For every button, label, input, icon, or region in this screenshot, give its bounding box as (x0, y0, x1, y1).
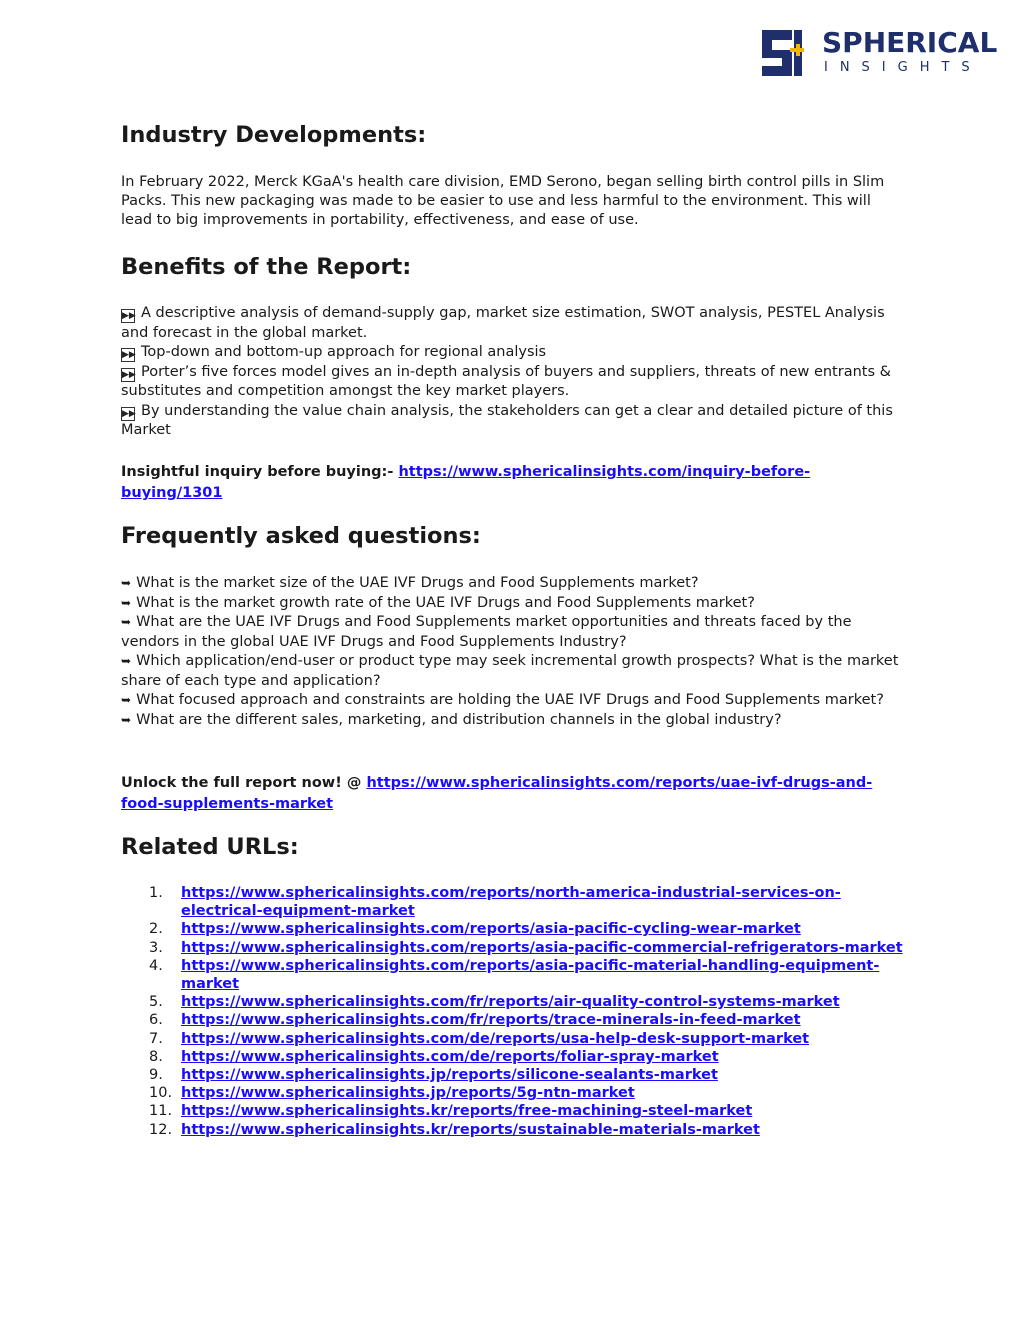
related-link[interactable]: https://www.sphericalinsights.com/fr/reports/air-quality-control-systems-market (181, 994, 840, 1011)
industry-text: In February 2022, Merck KGaA's health care division, EMD Serono, began selling birth control pills in Slim Packs. This new packaging was made to be easier to use and less harmful to the environment. This will lead to big improvements in portability, effectiveness, and ease of use. (121, 174, 885, 228)
related-heading: Related URLs: (121, 834, 299, 860)
benefit-item: ▶▶ Top-down and bottom-up approach for regional analysis (122, 344, 547, 360)
related-link[interactable]: https://www.sphericalinsights.com/de/reports/foliar-spray-market (181, 1048, 719, 1065)
unlock-link[interactable]: https://www.sphericalinsights.com/reports/uae-ivf-drugs-and-food-supplements-market (121, 775, 873, 812)
related-item: 4. https://www.sphericalinsights.com/reports/asia-pacific-material-handling-equipment-market (149, 957, 880, 993)
arrow-icon: ➥ (121, 595, 132, 610)
related-item: 10. https://www.sphericalinsights.jp/reports/5g-ntn-market (149, 1085, 635, 1102)
related-link[interactable]: https://www.sphericalinsights.com/fr/reports/trace-minerals-in-feed-market (181, 1012, 801, 1029)
related-item: 8. https://www.sphericalinsights.com/de/reports/foliar-spray-market (149, 1048, 719, 1065)
fast-forward-icon: ▶▶ (122, 350, 136, 360)
benefits-heading: Benefits of the Report: (121, 254, 412, 280)
fast-forward-icon: ▶▶ (122, 311, 136, 321)
faq-item: ➥ What are the different sales, marketing, and distribution channels in the global industry? (121, 711, 782, 728)
spherical-logo-icon (762, 30, 812, 76)
arrow-icon: ➥ (121, 654, 132, 668)
related-item: 11. https://www.sphericalinsights.kr/reports/free-machining-steel-market (149, 1103, 753, 1120)
benefit-item: ▶▶ A descriptive analysis of demand-supply gap, market size estimation, SWOT analysis, PESTEL Analysis and forecast in the global market. (121, 305, 885, 341)
inquiry-link[interactable]: https://www.sphericalinsights.com/inquiry-before-buying/1301 (121, 464, 811, 501)
related-item: 3. https://www.sphericalinsights.com/reports/asia-pacific-commercial-refrigerators-market (149, 939, 903, 956)
unlock-label: Unlock the full report now! @ (121, 775, 362, 791)
faq-list (121, 574, 906, 730)
related-item: 5. https://www.sphericalinsights.com/fr/reports/air-quality-control-systems-market (149, 994, 840, 1011)
related-link[interactable]: https://www.sphericalinsights.com/reports/asia-pacific-material-handling-equipment-market (181, 957, 880, 993)
brand-logo (762, 26, 998, 80)
inquiry-label: Insightful inquiry before buying:- (121, 464, 394, 480)
related-link[interactable]: https://www.sphericalinsights.kr/reports/free-machining-steel-market (181, 1103, 753, 1120)
benefits-list (121, 304, 906, 441)
related-link[interactable]: https://www.sphericalinsights.com/reports/asia-pacific-commercial-refrigerators-market (181, 939, 903, 956)
logo-subtitle: INSIGHTS (824, 60, 982, 75)
related-item: 9. https://www.sphericalinsights.jp/reports/silicone-sealants-market (149, 1067, 718, 1084)
benefit-item: ▶▶ By understanding the value chain analysis, the stakeholders can get a clear and detailed picture of this Market (121, 402, 893, 438)
benefit-item: ▶▶ Porter’s five forces model gives an in-depth analysis of buyers and suppliers, threats of new entrants & substitutes and competition amongst the key market players. (121, 363, 891, 399)
related-list (121, 884, 906, 1139)
fast-forward-icon: ▶▶ (122, 369, 136, 380)
arrow-icon: ➥ (121, 712, 132, 727)
related-link[interactable]: https://www.sphericalinsights.jp/reports/5g-ntn-market (181, 1085, 635, 1102)
industry-heading: Industry Developments: (121, 122, 427, 148)
faq-item: ➥ What is the market size of the UAE IVF Drugs and Food Supplements market? (121, 575, 699, 591)
related-item: 6. https://www.sphericalinsights.com/fr/reports/trace-minerals-in-feed-market (149, 1012, 801, 1029)
faq-item: ➥ Which application/end-user or product type may seek incremental growth prospects? What is the market share of each type and application? (121, 653, 899, 689)
related-link[interactable]: https://www.sphericalinsights.com/de/reports/usa-help-desk-support-market (181, 1030, 810, 1047)
logo-wordmark: SPHERICAL (822, 26, 998, 59)
related-link[interactable]: https://www.sphericalinsights.com/reports/north-america-industrial-services-on-electrical-equipment-market (181, 885, 841, 920)
related-item: 2. https://www.sphericalinsights.com/reports/asia-pacific-cycling-wear-market (149, 921, 801, 938)
arrow-icon: ➥ (121, 576, 132, 590)
arrow-icon: ➥ (121, 693, 132, 707)
related-item: 12. https://www.sphericalinsights.kr/reports/sustainable-materials-market (149, 1121, 760, 1138)
faq-item: ➥ What are the UAE IVF Drugs and Food Supplements market opportunities and threats faced by the vendors in the global UAE IVF Drugs and Food Supplements Industry? (121, 614, 852, 650)
related-link[interactable]: https://www.sphericalinsights.kr/reports/sustainable-materials-market (181, 1121, 760, 1138)
faq-item: ➥ What focused approach and constraints are holding the UAE IVF Drugs and Food Supplements market? (121, 692, 884, 708)
fast-forward-icon: ▶▶ (122, 408, 136, 419)
faq-item: ➥ What is the market growth rate of the UAE IVF Drugs and Food Supplements market? (121, 594, 755, 611)
industry-paragraph (121, 173, 906, 230)
related-link[interactable]: https://www.sphericalinsights.com/reports/asia-pacific-cycling-wear-market (181, 921, 801, 938)
unlock-line (121, 772, 906, 814)
arrow-icon: ➥ (121, 615, 132, 629)
faq-heading: Frequently asked questions: (121, 523, 481, 549)
related-item: 1. https://www.sphericalinsights.com/reports/north-america-industrial-services-on-electrical-equipment-market (149, 885, 841, 920)
inquiry-line (121, 461, 906, 503)
related-item: 7. https://www.sphericalinsights.com/de/reports/usa-help-desk-support-market (149, 1030, 810, 1047)
related-link[interactable]: https://www.sphericalinsights.jp/reports/silicone-sealants-market (181, 1067, 718, 1084)
